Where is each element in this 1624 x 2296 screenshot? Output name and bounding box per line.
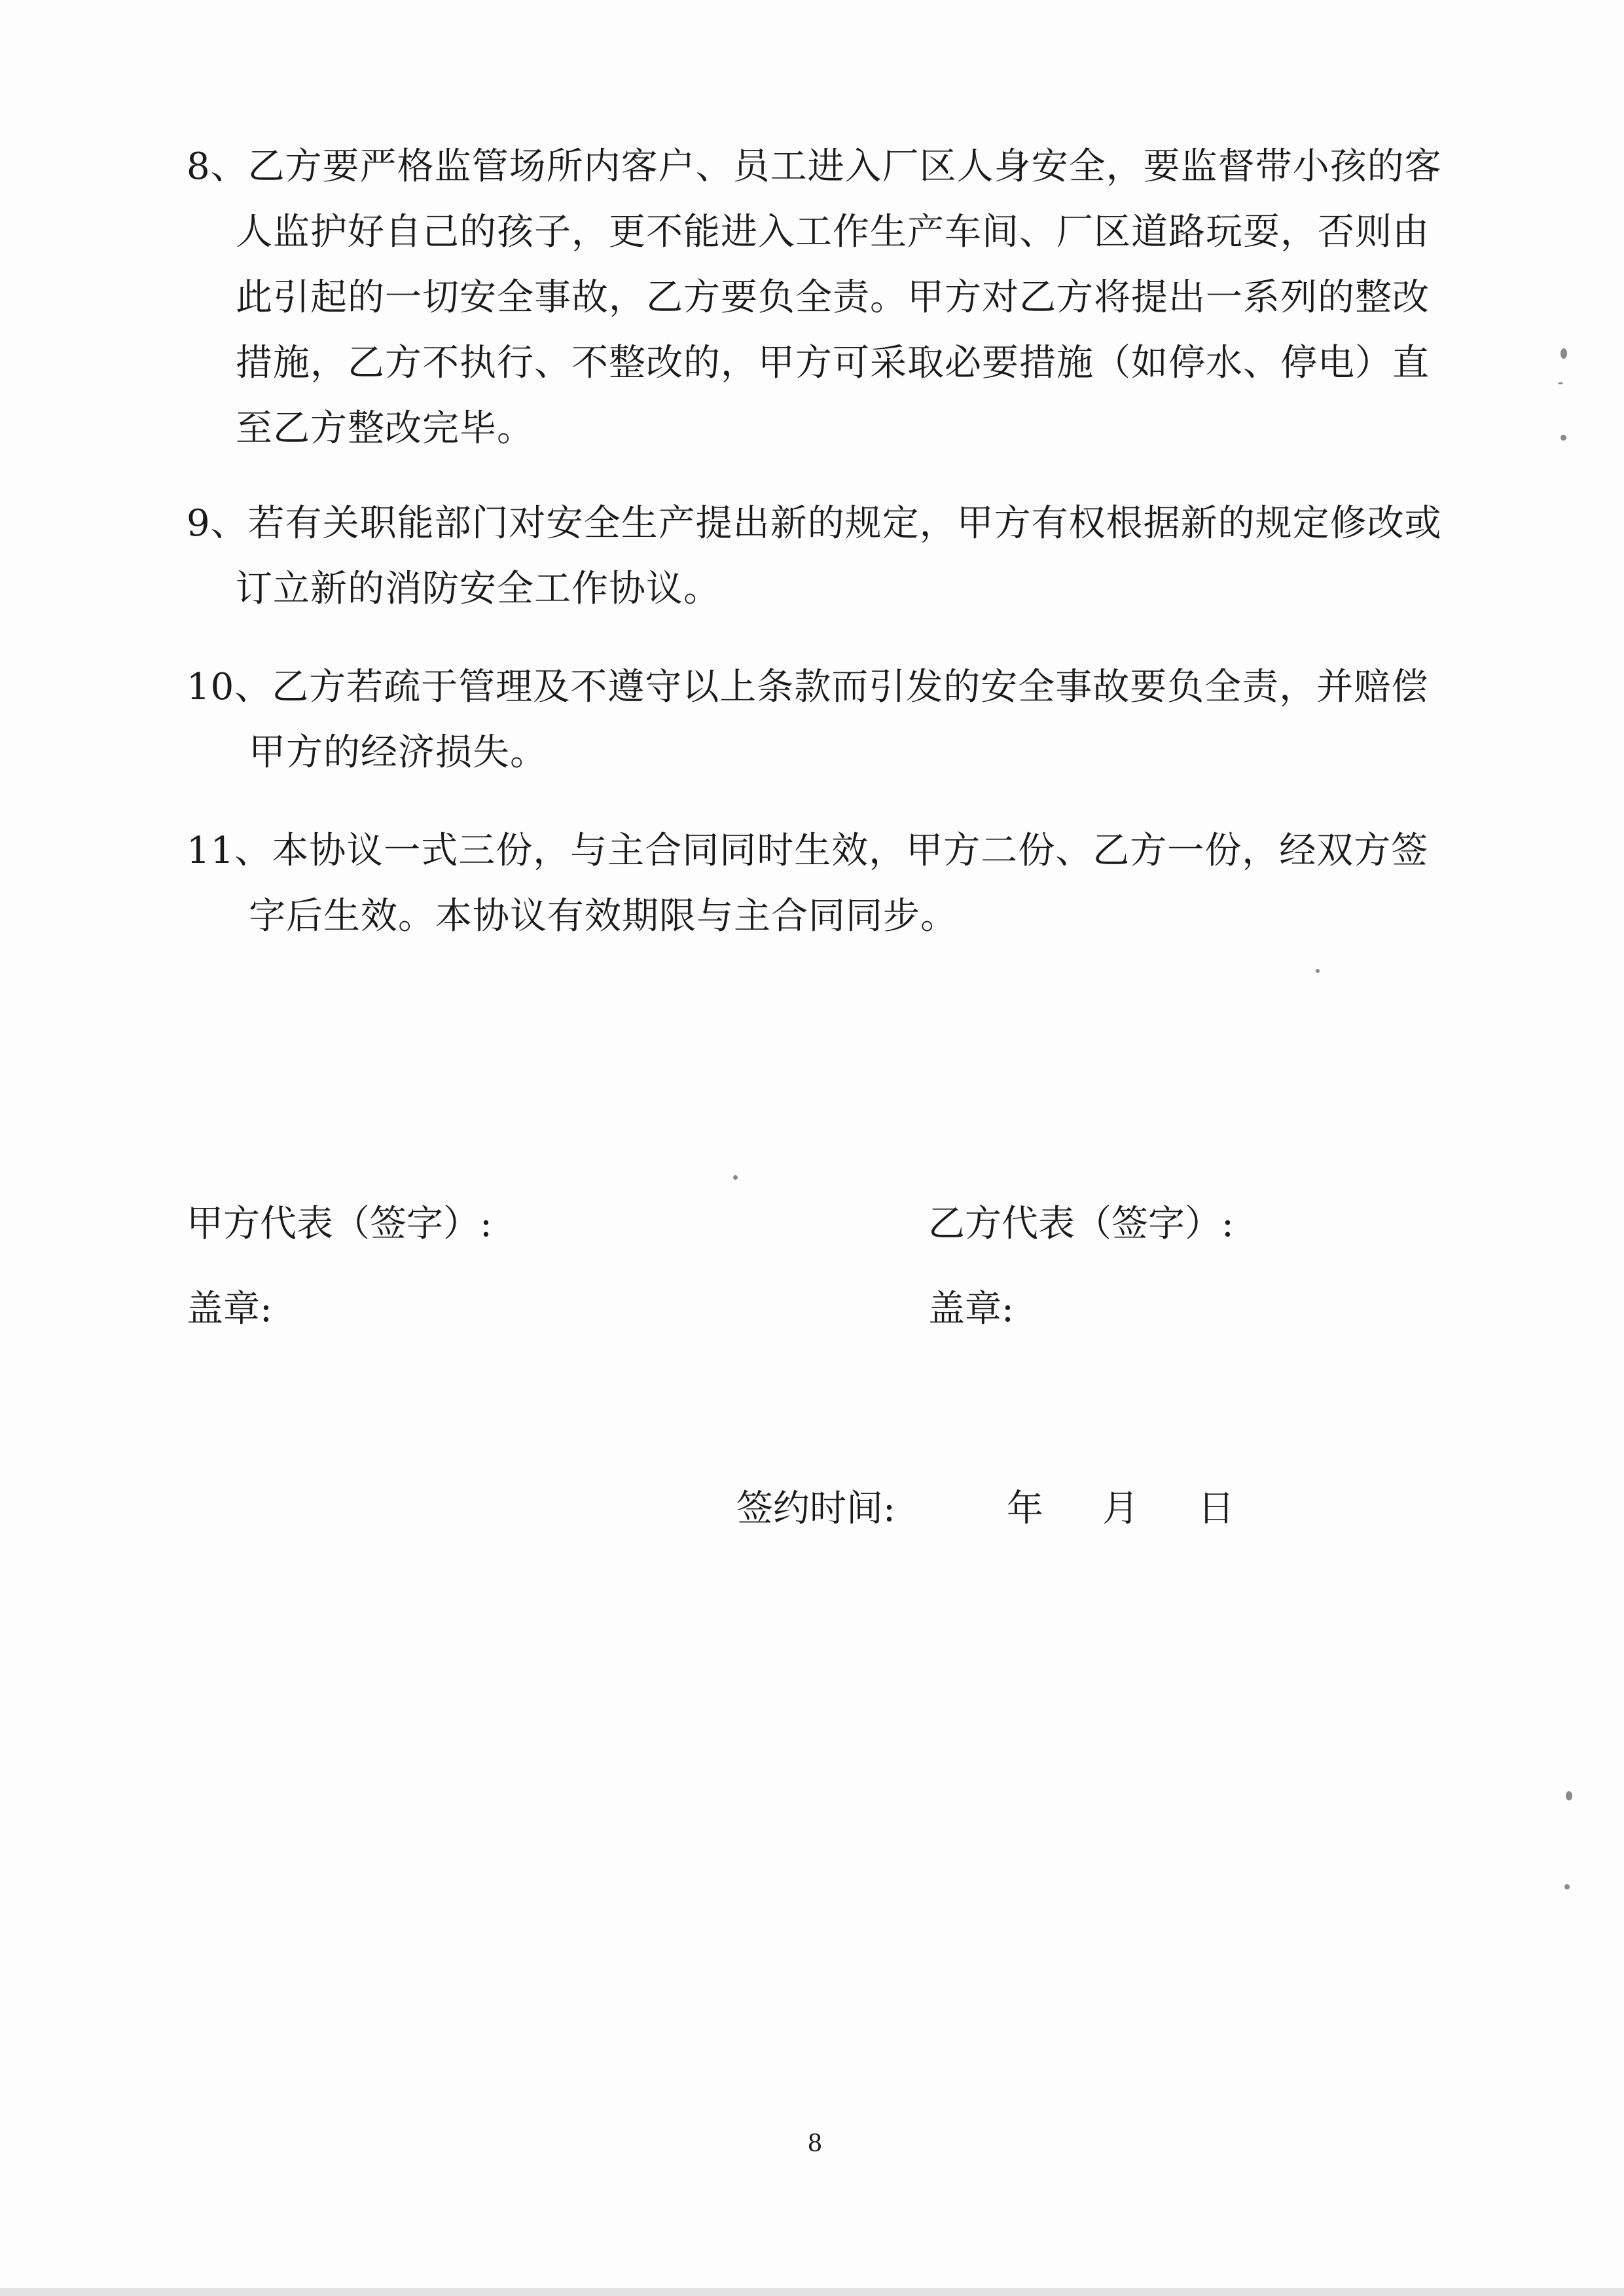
clause-9-first-text: 若有关职能部门对安全生产提出新的规定，甲方有权根据新的规定修改或 (247, 502, 1442, 545)
scan-speck (733, 1175, 738, 1180)
scan-speck (1564, 1884, 1570, 1889)
clause-9-first-line (187, 491, 1443, 556)
clause-11-first-line (187, 818, 1443, 884)
page-number: 8 (807, 2130, 823, 2157)
clause-10-number: 10、 (187, 666, 272, 708)
scan-speck (1566, 1791, 1572, 1800)
clause-9 (187, 491, 1443, 622)
clause-11 (187, 818, 1443, 949)
signing-date-label: 签约时间: (736, 1487, 895, 1530)
party-a-seal-label: 盖章: (187, 1288, 272, 1330)
clause-8-first-line (187, 134, 1443, 200)
signing-date-day: 日 (1197, 1487, 1235, 1530)
clause-10-first-text: 乙方若疏于管理及不遵守以上条款而引发的安全事故要负全责，并赔偿 (272, 666, 1429, 708)
scan-bottom-edge (0, 2288, 1624, 2296)
clause-10-first-line (187, 655, 1443, 720)
clause-11-rest: 字后生效。本协议有效期限与主合同同步。 (249, 895, 958, 938)
scan-speck (1316, 969, 1320, 973)
scan-speck (1558, 382, 1563, 384)
signing-date-month: 月 (1102, 1487, 1139, 1530)
party-a-representative-label: 甲方代表（签字）: (187, 1203, 492, 1245)
clause-8-first-text: 乙方要严格监管场所内客户、员工进入厂区人身安全，要监督带小孩的客 (247, 145, 1442, 188)
party-b-representative-label: 乙方代表（签字）: (928, 1203, 1234, 1245)
signing-date-year: 年 (1006, 1487, 1043, 1530)
clause-10 (187, 655, 1443, 786)
clause-11-first-text: 本协议一式三份，与主合同同时生效，甲方二份、乙方一份，经双方签 (272, 829, 1429, 872)
clause-8-number: 8、 (187, 145, 248, 188)
clause-8 (187, 134, 1443, 462)
scan-speck (1561, 348, 1567, 359)
signing-date-line (736, 1486, 1235, 1532)
clause-9-number: 9、 (187, 502, 248, 545)
clause-8-rest: 人监护好自己的孩子，更不能进入工作生产车间、厂区道路玩耍，否则由此引起的一切安全事故，乙方要负全责。甲方对乙方将提出一系列的整改措施，乙方不执行、不整改的，甲方可采取必要措施（如停水、停电）直至乙方整改完毕。 (236, 211, 1430, 450)
clause-10-rest: 甲方的经济损失。 (249, 731, 547, 774)
scan-speck (1561, 435, 1566, 441)
clause-9-rest: 订立新的消防安全工作协议。 (236, 568, 721, 610)
party-b-seal-label: 盖章: (928, 1288, 1014, 1330)
clause-11-number: 11、 (187, 829, 272, 872)
